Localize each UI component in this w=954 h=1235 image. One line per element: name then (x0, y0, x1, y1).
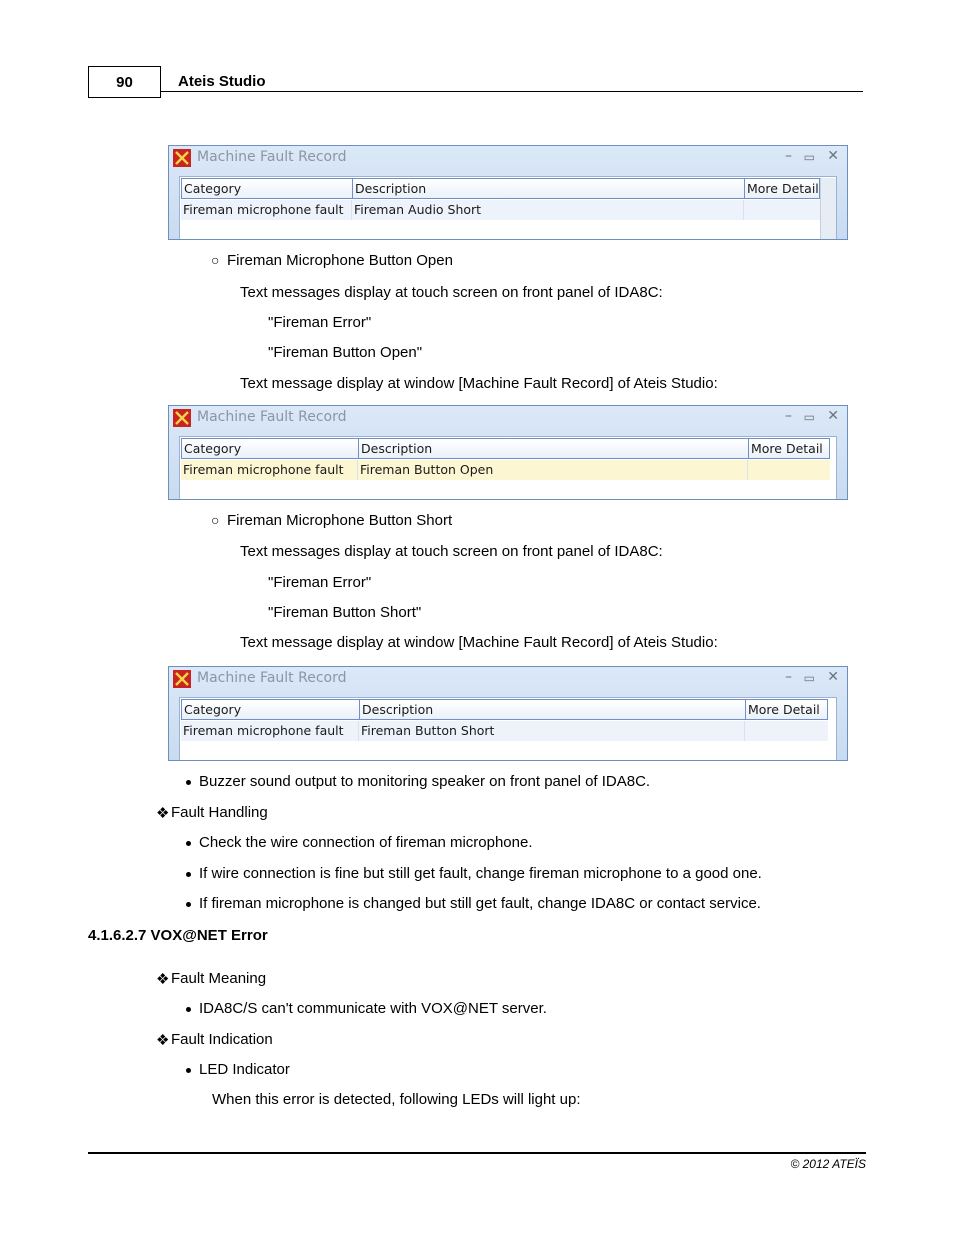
vertical-scrollbar[interactable] (820, 178, 836, 240)
close-icon[interactable]: ✕ (827, 408, 839, 424)
wire-fine-text: If wire connection is fine but still get fault, change fireman microphone to a good one. (199, 865, 762, 882)
diamond-bullet-icon: ❖ (156, 805, 170, 822)
minimize-icon[interactable]: – (785, 408, 792, 424)
section-title: 4.1.6.2.7 VOX@NET Error (88, 927, 268, 944)
cell-more-detail (744, 721, 830, 741)
column-header-more-detail[interactable]: More Detail (745, 700, 831, 719)
led-indicator-text: LED Indicator (199, 1061, 290, 1078)
bullet-icon (186, 841, 191, 846)
check-wire-text: Check the wire connection of fireman microphone. (199, 834, 533, 851)
cell-more-detail (743, 200, 826, 220)
cell-category: Fireman microphone fault (183, 723, 344, 738)
fireman-button-short: "Fireman Button Short" (268, 604, 422, 621)
table-row-selected[interactable] (181, 460, 830, 480)
column-header-category[interactable]: Category (184, 702, 242, 717)
grid-header (181, 699, 828, 720)
close-icon[interactable]: ✕ (827, 669, 839, 685)
fault-record-window-3 (168, 666, 848, 761)
cell-description: Fireman Audio Short (351, 200, 743, 220)
maximize-icon[interactable]: ▭ (803, 671, 815, 685)
cell-description: Fireman Button Open (357, 460, 747, 480)
window-title: Machine Fault Record (197, 670, 347, 686)
header-rule (161, 91, 863, 92)
column-header-more-detail[interactable]: More Detail (744, 179, 827, 198)
button-open-heading: Fireman Microphone Button Open (227, 252, 453, 269)
bullet-icon (186, 872, 191, 877)
mic-changed-text: If fireman microphone is changed but still get fault, change IDA8C or contact service. (199, 895, 761, 912)
column-header-category[interactable]: Category (184, 181, 242, 196)
footer-copyright: © 2012 ATEÏS (790, 1157, 866, 1171)
leds-light-up-text: When this error is detected, following LEDs will light up: (212, 1091, 581, 1108)
maximize-icon[interactable]: ▭ (803, 150, 815, 164)
diamond-bullet-icon: ❖ (156, 1032, 170, 1049)
grid-header (181, 438, 830, 459)
fault-record-window-2 (168, 405, 848, 500)
bullet-icon (186, 1007, 191, 1012)
footer-rule (88, 1152, 866, 1154)
fault-meaning-heading: Fault Meaning (171, 970, 267, 987)
window-title: Machine Fault Record (197, 409, 347, 425)
bullet-icon (186, 902, 191, 907)
minimize-icon[interactable]: – (785, 148, 792, 164)
minimize-icon[interactable]: – (785, 669, 792, 685)
button-short-heading: Fireman Microphone Button Short (227, 512, 453, 529)
fault-handling-heading: Fault Handling (171, 804, 268, 821)
column-header-description[interactable]: Description (352, 179, 744, 198)
window-titlebar[interactable] (169, 146, 847, 170)
cell-more-detail (747, 460, 832, 480)
column-header-description[interactable]: Description (359, 700, 745, 719)
table-row[interactable] (181, 721, 828, 741)
column-header-more-detail[interactable]: More Detail (748, 439, 833, 458)
close-icon[interactable]: ✕ (827, 148, 839, 164)
circle-bullet-icon: ○ (211, 512, 220, 528)
bullet-icon (186, 780, 191, 785)
touch-message-1: Text messages display at touch screen on front panel of IDA8C: (240, 284, 663, 301)
fault-grid (179, 176, 837, 240)
app-tools-icon (173, 409, 191, 427)
fault-grid (179, 436, 837, 500)
bullet-icon (186, 1068, 191, 1073)
fireman-error-1: "Fireman Error" (268, 314, 372, 331)
grid-header (181, 178, 820, 199)
table-row[interactable] (181, 200, 820, 220)
window-titlebar[interactable] (169, 667, 847, 691)
fault-indication-heading: Fault Indication (171, 1031, 273, 1048)
app-tools-icon (173, 149, 191, 167)
fireman-error-2: "Fireman Error" (268, 574, 372, 591)
window-message-2: Text message display at window [Machine Fault Record] of Ateis Studio: (240, 634, 718, 651)
page-number: 90 (88, 66, 161, 98)
window-titlebar[interactable] (169, 406, 847, 430)
column-header-description[interactable]: Description (358, 439, 748, 458)
cant-communicate-text: IDA8C/S can't communicate with VOX@NET server. (199, 1000, 547, 1017)
touch-message-2: Text messages display at touch screen on front panel of IDA8C: (240, 543, 663, 560)
fault-record-window-1 (168, 145, 848, 240)
diamond-bullet-icon: ❖ (156, 971, 170, 988)
window-title: Machine Fault Record (197, 149, 347, 165)
window-message-1: Text message display at window [Machine Fault Record] of Ateis Studio: (240, 375, 718, 392)
maximize-icon[interactable]: ▭ (803, 410, 815, 424)
cell-description: Fireman Button Short (358, 721, 744, 741)
cell-category: Fireman microphone fault (183, 462, 344, 477)
buzzer-text: Buzzer sound output to monitoring speaker on front panel of IDA8C. (199, 773, 651, 790)
fault-grid (179, 697, 837, 761)
header-title: Ateis Studio (178, 73, 266, 90)
column-header-category[interactable]: Category (184, 441, 242, 456)
cell-category: Fireman microphone fault (183, 202, 344, 217)
circle-bullet-icon: ○ (211, 252, 220, 268)
fireman-button-open: "Fireman Button Open" (268, 344, 423, 361)
app-tools-icon (173, 670, 191, 688)
